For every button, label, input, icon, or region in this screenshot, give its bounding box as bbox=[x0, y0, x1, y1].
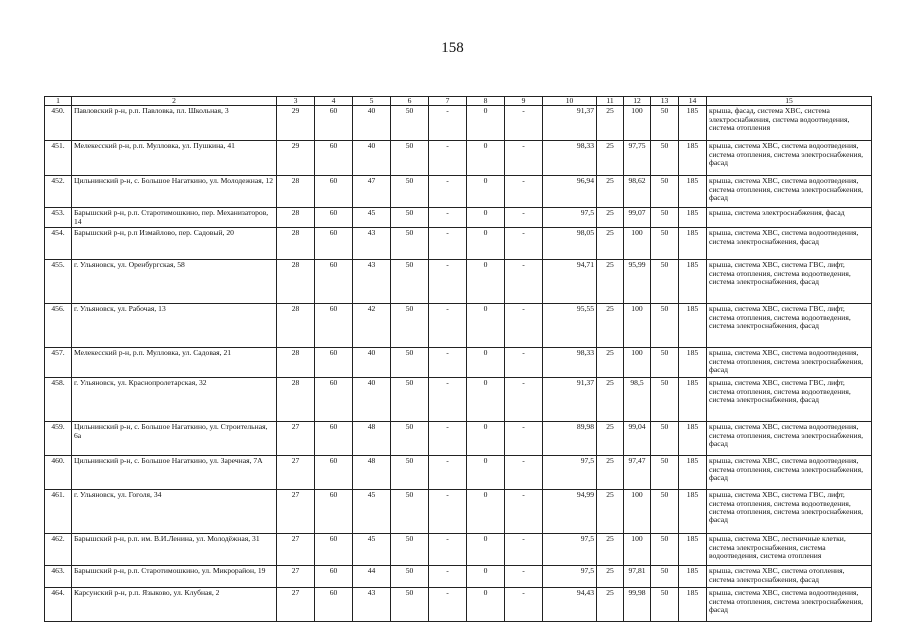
col6-cell: 50 bbox=[391, 378, 429, 422]
col5-cell: 42 bbox=[353, 304, 391, 348]
col4-cell: 60 bbox=[315, 260, 353, 304]
table-row bbox=[45, 260, 872, 304]
table-row bbox=[45, 456, 872, 490]
col6-cell: 50 bbox=[391, 106, 429, 141]
works-cell: крыша, система ХВС, система ГВС, лифт, система отопления, система водоотведения, система отопления, система электроснабжения, фасад bbox=[707, 490, 872, 534]
col6-cell: 50 bbox=[391, 490, 429, 534]
address-cell: Цильнинский р-н, с. Большое Нагаткино, ул. Заречная, 7А bbox=[72, 456, 277, 490]
col4-cell: 60 bbox=[315, 422, 353, 456]
header-cell: 13 bbox=[651, 97, 679, 106]
address-cell: г. Ульяновск, ул. Гоголя, 34 bbox=[72, 490, 277, 534]
table-row bbox=[45, 378, 872, 422]
col14-cell: 185 bbox=[679, 422, 707, 456]
col9-cell: - bbox=[505, 456, 543, 490]
col10-cell: 97,5 bbox=[543, 534, 597, 566]
table-row bbox=[45, 228, 872, 260]
col9-cell: - bbox=[505, 490, 543, 534]
header-cell: 3 bbox=[277, 97, 315, 106]
col7-cell: - bbox=[429, 490, 467, 534]
col10-cell: 97,5 bbox=[543, 456, 597, 490]
col12-cell: 99,07 bbox=[624, 208, 651, 228]
col9-cell: - bbox=[505, 588, 543, 622]
col13-cell: 50 bbox=[651, 490, 679, 534]
row-number: 458. bbox=[45, 378, 72, 422]
col14-cell: 185 bbox=[679, 228, 707, 260]
col9-cell: - bbox=[505, 422, 543, 456]
col13-cell: 50 bbox=[651, 304, 679, 348]
col9-cell: - bbox=[505, 304, 543, 348]
header-cell: 7 bbox=[429, 97, 467, 106]
works-cell: крыша, система ХВС, система водоотведения, система отопления, система электроснабжения, фасад bbox=[707, 176, 872, 208]
col14-cell: 185 bbox=[679, 348, 707, 378]
col5-cell: 43 bbox=[353, 588, 391, 622]
table-row bbox=[45, 304, 872, 348]
col5-cell: 40 bbox=[353, 141, 391, 176]
table-row bbox=[45, 141, 872, 176]
col12-cell: 100 bbox=[624, 490, 651, 534]
works-cell: крыша, система ХВС, система водоотведения, система электроснабжения, фасад bbox=[707, 228, 872, 260]
col13-cell: 50 bbox=[651, 106, 679, 141]
col13-cell: 50 bbox=[651, 588, 679, 622]
col8-cell: 0 bbox=[467, 566, 505, 588]
header-cell: 14 bbox=[679, 97, 707, 106]
col10-cell: 98,33 bbox=[543, 348, 597, 378]
col12-cell: 100 bbox=[624, 534, 651, 566]
row-number: 464. bbox=[45, 588, 72, 622]
col7-cell: - bbox=[429, 378, 467, 422]
col8-cell: 0 bbox=[467, 348, 505, 378]
col13-cell: 50 bbox=[651, 176, 679, 208]
table-row bbox=[45, 348, 872, 378]
row-number: 459. bbox=[45, 422, 72, 456]
col8-cell: 0 bbox=[467, 228, 505, 260]
col8-cell: 0 bbox=[467, 490, 505, 534]
col6-cell: 50 bbox=[391, 348, 429, 378]
works-cell: крыша, система ХВС, система водоотведения, система отопления, система электроснабжения, фасад bbox=[707, 588, 872, 622]
row-number: 451. bbox=[45, 141, 72, 176]
col14-cell: 185 bbox=[679, 260, 707, 304]
works-cell: крыша, система ХВС, система водоотведения, система отопления, система электроснабжения, фасад bbox=[707, 141, 872, 176]
col5-cell: 40 bbox=[353, 106, 391, 141]
address-cell: Мелекесский р-н, р.п. Мулловка, ул. Пушкина, 41 bbox=[72, 141, 277, 176]
col11-cell: 25 bbox=[597, 378, 624, 422]
col7-cell: - bbox=[429, 176, 467, 208]
col4-cell: 60 bbox=[315, 106, 353, 141]
header-cell: 5 bbox=[353, 97, 391, 106]
col7-cell: - bbox=[429, 588, 467, 622]
address-cell: г. Ульяновск, ул. Краснопролетарская, 32 bbox=[72, 378, 277, 422]
col12-cell: 100 bbox=[624, 348, 651, 378]
col3-cell: 28 bbox=[277, 260, 315, 304]
col13-cell: 50 bbox=[651, 208, 679, 228]
col11-cell: 25 bbox=[597, 176, 624, 208]
col12-cell: 97,81 bbox=[624, 566, 651, 588]
col6-cell: 50 bbox=[391, 304, 429, 348]
col6-cell: 50 bbox=[391, 456, 429, 490]
header-cell: 10 bbox=[543, 97, 597, 106]
col12-cell: 98,5 bbox=[624, 378, 651, 422]
row-number: 460. bbox=[45, 456, 72, 490]
col3-cell: 29 bbox=[277, 106, 315, 141]
works-cell: крыша, система ХВС, система водоотведения, система отопления, система электроснабжения, фасад bbox=[707, 422, 872, 456]
data-table bbox=[44, 96, 872, 622]
col7-cell: - bbox=[429, 534, 467, 566]
row-number: 461. bbox=[45, 490, 72, 534]
col9-cell: - bbox=[505, 378, 543, 422]
col14-cell: 185 bbox=[679, 141, 707, 176]
header-cell: 6 bbox=[391, 97, 429, 106]
header-cell: 2 bbox=[72, 97, 277, 106]
table-row bbox=[45, 208, 872, 228]
address-cell: Мелекесский р-н, р.п. Мулловка, ул. Садовая, 21 bbox=[72, 348, 277, 378]
col4-cell: 60 bbox=[315, 228, 353, 260]
col8-cell: 0 bbox=[467, 378, 505, 422]
works-cell: крыша, система ХВС, система ГВС, лифт, система отопления, система водоотведения, система электроснабжения, фасад bbox=[707, 260, 872, 304]
table-row bbox=[45, 534, 872, 566]
col9-cell: - bbox=[505, 566, 543, 588]
page-number: 158 bbox=[441, 40, 464, 56]
col8-cell: 0 bbox=[467, 106, 505, 141]
col5-cell: 45 bbox=[353, 208, 391, 228]
col5-cell: 40 bbox=[353, 348, 391, 378]
col6-cell: 50 bbox=[391, 141, 429, 176]
col10-cell: 96,94 bbox=[543, 176, 597, 208]
col13-cell: 50 bbox=[651, 534, 679, 566]
header-cell: 15 bbox=[707, 97, 872, 106]
col14-cell: 185 bbox=[679, 588, 707, 622]
col9-cell: - bbox=[505, 228, 543, 260]
address-cell: Павловский р-н, р.п. Павловка, пл. Школьная, 3 bbox=[72, 106, 277, 141]
works-cell: крыша, система ХВС, система водоотведения, система отопления, система электроснабжения, фасад bbox=[707, 348, 872, 378]
col10-cell: 91,37 bbox=[543, 106, 597, 141]
col14-cell: 185 bbox=[679, 456, 707, 490]
col5-cell: 47 bbox=[353, 176, 391, 208]
col6-cell: 50 bbox=[391, 176, 429, 208]
col3-cell: 27 bbox=[277, 490, 315, 534]
address-cell: Барышский р-н, р.п. Старотимошкино, пер. Механизаторов, 14 bbox=[72, 208, 277, 228]
col13-cell: 50 bbox=[651, 260, 679, 304]
col3-cell: 29 bbox=[277, 141, 315, 176]
col3-cell: 27 bbox=[277, 422, 315, 456]
col10-cell: 89,98 bbox=[543, 422, 597, 456]
table-row bbox=[45, 566, 872, 588]
col10-cell: 91,37 bbox=[543, 378, 597, 422]
col5-cell: 48 bbox=[353, 422, 391, 456]
address-cell: Барышский р-н, р.п. Старотимошкино, ул. Микрорайон, 19 bbox=[72, 566, 277, 588]
address-cell: г. Ульяновск, ул. Оренбургская, 58 bbox=[72, 260, 277, 304]
col14-cell: 185 bbox=[679, 534, 707, 566]
col3-cell: 27 bbox=[277, 534, 315, 566]
row-number: 454. bbox=[45, 228, 72, 260]
col11-cell: 25 bbox=[597, 304, 624, 348]
col5-cell: 48 bbox=[353, 456, 391, 490]
works-cell: крыша, система ХВС, система отопления, система электроснабжения, фасад bbox=[707, 566, 872, 588]
col13-cell: 50 bbox=[651, 456, 679, 490]
col6-cell: 50 bbox=[391, 588, 429, 622]
header-cell: 4 bbox=[315, 97, 353, 106]
col14-cell: 185 bbox=[679, 566, 707, 588]
table-row bbox=[45, 490, 872, 534]
col4-cell: 60 bbox=[315, 534, 353, 566]
row-number: 462. bbox=[45, 534, 72, 566]
header-row bbox=[45, 97, 872, 106]
col9-cell: - bbox=[505, 106, 543, 141]
table-row bbox=[45, 106, 872, 141]
col14-cell: 185 bbox=[679, 304, 707, 348]
col4-cell: 60 bbox=[315, 176, 353, 208]
col10-cell: 95,55 bbox=[543, 304, 597, 348]
address-cell: Цильнинский р-н, с. Большое Нагаткино, ул. Молодежная, 12 bbox=[72, 176, 277, 208]
col4-cell: 60 bbox=[315, 588, 353, 622]
col11-cell: 25 bbox=[597, 228, 624, 260]
works-cell: крыша, система ХВС, система ГВС, лифт, система отопления, система водоотведения, система электроснабжения, фасад bbox=[707, 304, 872, 348]
header-cell: 11 bbox=[597, 97, 624, 106]
row-number: 457. bbox=[45, 348, 72, 378]
col11-cell: 25 bbox=[597, 208, 624, 228]
col4-cell: 60 bbox=[315, 490, 353, 534]
row-number: 463. bbox=[45, 566, 72, 588]
col6-cell: 50 bbox=[391, 566, 429, 588]
col3-cell: 27 bbox=[277, 588, 315, 622]
col14-cell: 185 bbox=[679, 106, 707, 141]
col12-cell: 99,98 bbox=[624, 588, 651, 622]
col7-cell: - bbox=[429, 141, 467, 176]
col4-cell: 60 bbox=[315, 378, 353, 422]
col13-cell: 50 bbox=[651, 422, 679, 456]
col3-cell: 28 bbox=[277, 304, 315, 348]
col11-cell: 25 bbox=[597, 106, 624, 141]
col9-cell: - bbox=[505, 208, 543, 228]
col7-cell: - bbox=[429, 106, 467, 141]
col3-cell: 28 bbox=[277, 208, 315, 228]
col8-cell: 0 bbox=[467, 422, 505, 456]
row-number: 453. bbox=[45, 208, 72, 228]
col7-cell: - bbox=[429, 304, 467, 348]
col13-cell: 50 bbox=[651, 378, 679, 422]
table-row bbox=[45, 588, 872, 622]
col10-cell: 97,5 bbox=[543, 566, 597, 588]
col11-cell: 25 bbox=[597, 490, 624, 534]
col8-cell: 0 bbox=[467, 260, 505, 304]
header-cell: 8 bbox=[467, 97, 505, 106]
col8-cell: 0 bbox=[467, 534, 505, 566]
col14-cell: 185 bbox=[679, 208, 707, 228]
col5-cell: 43 bbox=[353, 228, 391, 260]
col5-cell: 43 bbox=[353, 260, 391, 304]
col7-cell: - bbox=[429, 228, 467, 260]
col9-cell: - bbox=[505, 260, 543, 304]
col11-cell: 25 bbox=[597, 456, 624, 490]
col14-cell: 185 bbox=[679, 176, 707, 208]
col12-cell: 97,47 bbox=[624, 456, 651, 490]
table-row bbox=[45, 422, 872, 456]
col6-cell: 50 bbox=[391, 228, 429, 260]
header-cell: 1 bbox=[45, 97, 72, 106]
col12-cell: 95,99 bbox=[624, 260, 651, 304]
col3-cell: 28 bbox=[277, 228, 315, 260]
col3-cell: 27 bbox=[277, 456, 315, 490]
address-cell: Барышский р-н, р.п Измайлово, пер. Садовый, 20 bbox=[72, 228, 277, 260]
address-cell: Цильнинский р-н, с. Большое Нагаткино, ул. Строительная, 6а bbox=[72, 422, 277, 456]
col3-cell: 27 bbox=[277, 566, 315, 588]
col3-cell: 28 bbox=[277, 348, 315, 378]
col11-cell: 25 bbox=[597, 534, 624, 566]
col9-cell: - bbox=[505, 534, 543, 566]
address-cell: г. Ульяновск, ул. Рабочая, 13 bbox=[72, 304, 277, 348]
col10-cell: 94,71 bbox=[543, 260, 597, 304]
col12-cell: 98,62 bbox=[624, 176, 651, 208]
col11-cell: 25 bbox=[597, 588, 624, 622]
col4-cell: 60 bbox=[315, 566, 353, 588]
col10-cell: 98,05 bbox=[543, 228, 597, 260]
works-cell: крыша, система ХВС, система водоотведения, система отопления, система электроснабжения, фасад bbox=[707, 456, 872, 490]
col12-cell: 97,75 bbox=[624, 141, 651, 176]
col9-cell: - bbox=[505, 176, 543, 208]
col12-cell: 100 bbox=[624, 106, 651, 141]
col9-cell: - bbox=[505, 141, 543, 176]
col10-cell: 94,43 bbox=[543, 588, 597, 622]
col7-cell: - bbox=[429, 260, 467, 304]
col4-cell: 60 bbox=[315, 141, 353, 176]
col7-cell: - bbox=[429, 456, 467, 490]
col13-cell: 50 bbox=[651, 348, 679, 378]
col9-cell: - bbox=[505, 348, 543, 378]
works-cell: крыша, фасад, система ХВС, система электроснабжения, система водоотведения, система отопления bbox=[707, 106, 872, 141]
col6-cell: 50 bbox=[391, 260, 429, 304]
col12-cell: 100 bbox=[624, 228, 651, 260]
col8-cell: 0 bbox=[467, 208, 505, 228]
col6-cell: 50 bbox=[391, 422, 429, 456]
col10-cell: 98,33 bbox=[543, 141, 597, 176]
col11-cell: 25 bbox=[597, 141, 624, 176]
col13-cell: 50 bbox=[651, 141, 679, 176]
col4-cell: 60 bbox=[315, 208, 353, 228]
col11-cell: 25 bbox=[597, 260, 624, 304]
col11-cell: 25 bbox=[597, 422, 624, 456]
col11-cell: 25 bbox=[597, 566, 624, 588]
header-cell: 9 bbox=[505, 97, 543, 106]
address-cell: Барышский р-н, р.п. им. В.И.Ленина, ул. Молодёжная, 31 bbox=[72, 534, 277, 566]
col7-cell: - bbox=[429, 422, 467, 456]
works-cell: крыша, система ХВС, система ГВС, лифт, система отопления, система водоотведения, система электроснабжения, фасад bbox=[707, 378, 872, 422]
row-number: 455. bbox=[45, 260, 72, 304]
col3-cell: 28 bbox=[277, 176, 315, 208]
header-cell: 12 bbox=[624, 97, 651, 106]
row-number: 450. bbox=[45, 106, 72, 141]
col12-cell: 99,04 bbox=[624, 422, 651, 456]
row-number: 452. bbox=[45, 176, 72, 208]
col8-cell: 0 bbox=[467, 456, 505, 490]
col5-cell: 40 bbox=[353, 378, 391, 422]
col7-cell: - bbox=[429, 566, 467, 588]
col14-cell: 185 bbox=[679, 490, 707, 534]
col8-cell: 0 bbox=[467, 141, 505, 176]
col11-cell: 25 bbox=[597, 348, 624, 378]
col10-cell: 94,99 bbox=[543, 490, 597, 534]
col10-cell: 97,5 bbox=[543, 208, 597, 228]
works-cell: крыша, система ХВС, лестничные клетки, система электроснабжения, система водоотведения, система отопления bbox=[707, 534, 872, 566]
col5-cell: 45 bbox=[353, 534, 391, 566]
col5-cell: 45 bbox=[353, 490, 391, 534]
col4-cell: 60 bbox=[315, 456, 353, 490]
col5-cell: 44 bbox=[353, 566, 391, 588]
col7-cell: - bbox=[429, 208, 467, 228]
works-cell: крыша, система электроснабжения, фасад bbox=[707, 208, 872, 228]
col8-cell: 0 bbox=[467, 304, 505, 348]
col14-cell: 185 bbox=[679, 378, 707, 422]
col13-cell: 50 bbox=[651, 566, 679, 588]
col4-cell: 60 bbox=[315, 304, 353, 348]
col12-cell: 100 bbox=[624, 304, 651, 348]
row-number: 456. bbox=[45, 304, 72, 348]
col4-cell: 60 bbox=[315, 348, 353, 378]
col13-cell: 50 bbox=[651, 228, 679, 260]
col8-cell: 0 bbox=[467, 176, 505, 208]
col8-cell: 0 bbox=[467, 588, 505, 622]
table-row bbox=[45, 176, 872, 208]
col7-cell: - bbox=[429, 348, 467, 378]
address-cell: Карсунский р-н, р.п. Языково, ул. Клубная, 2 bbox=[72, 588, 277, 622]
col6-cell: 50 bbox=[391, 534, 429, 566]
col3-cell: 28 bbox=[277, 378, 315, 422]
col6-cell: 50 bbox=[391, 208, 429, 228]
